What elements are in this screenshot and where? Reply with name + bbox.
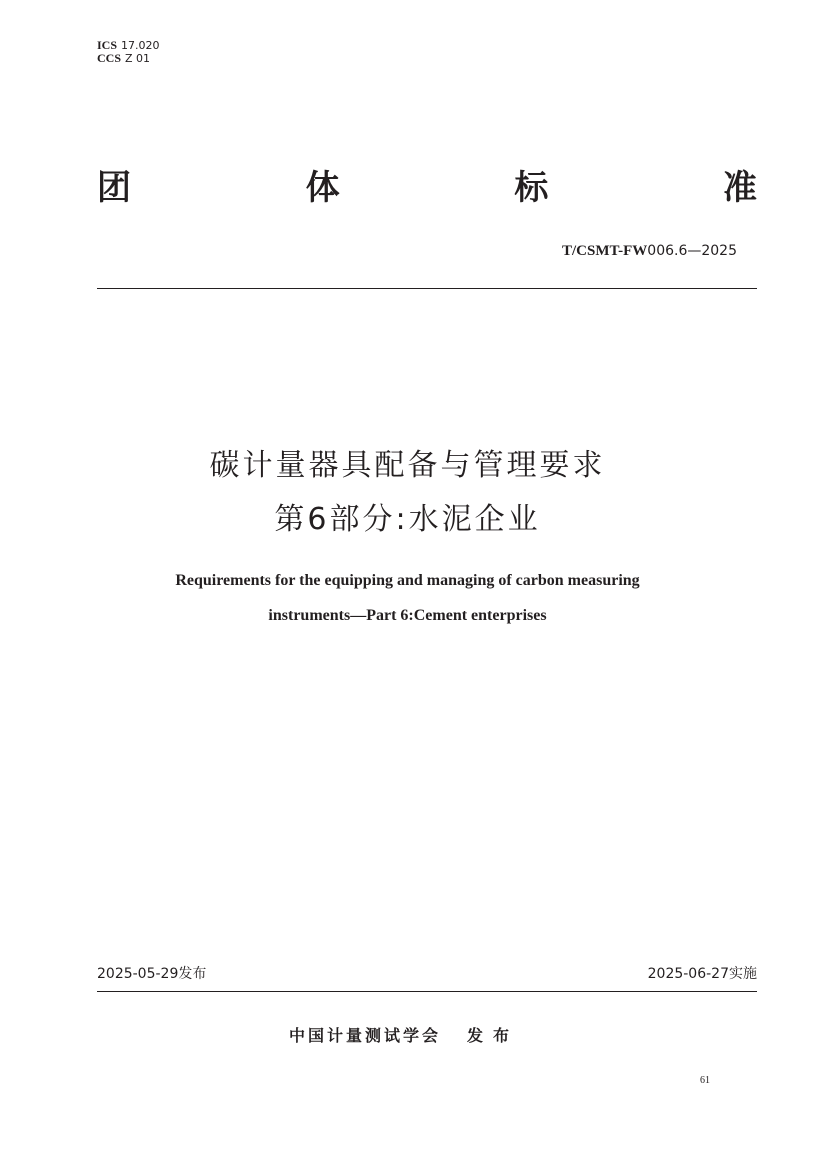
standard-type-char: 体 — [305, 168, 340, 208]
title-en-line2: instruments—Part 6:Cement enterprises — [268, 607, 547, 624]
publisher-line — [289, 1025, 519, 1047]
ics-value: 17.020 — [121, 39, 160, 52]
standard-code-number: 006.6—2025 — [647, 243, 737, 259]
footer-divider — [97, 991, 757, 992]
title-en-line1: Requirements for the equipping and managing of carbon measuring — [175, 572, 640, 589]
ccs-code — [97, 52, 160, 65]
standard-code-prefix: T/CSMT-FW — [561, 243, 648, 259]
standard-type-char: 标 — [514, 168, 549, 208]
title-cn-line2: 第6部分:水泥企业 — [274, 502, 541, 537]
classification-codes — [97, 39, 160, 65]
title-cn-line1: 碳计量器具配备与管理要求 — [209, 448, 606, 483]
ics-label: ICS — [97, 38, 118, 52]
publisher-name: 中国计量测试学会 — [289, 1026, 442, 1045]
issue-date: 2025-05-29发布 — [97, 966, 207, 982]
publisher-action: 发布 — [467, 1026, 520, 1045]
ccs-label: CCS — [97, 51, 122, 65]
standard-type-char: 团 — [97, 168, 131, 208]
header-divider — [97, 288, 757, 289]
ccs-value: Z 01 — [125, 52, 151, 65]
page-number: 61 — [700, 1075, 710, 1086]
standard-type-heading — [97, 166, 757, 210]
standard-type-char: 准 — [722, 168, 757, 208]
standard-code — [400, 241, 737, 261]
effective-date: 2025-06-27实施 — [647, 966, 757, 982]
